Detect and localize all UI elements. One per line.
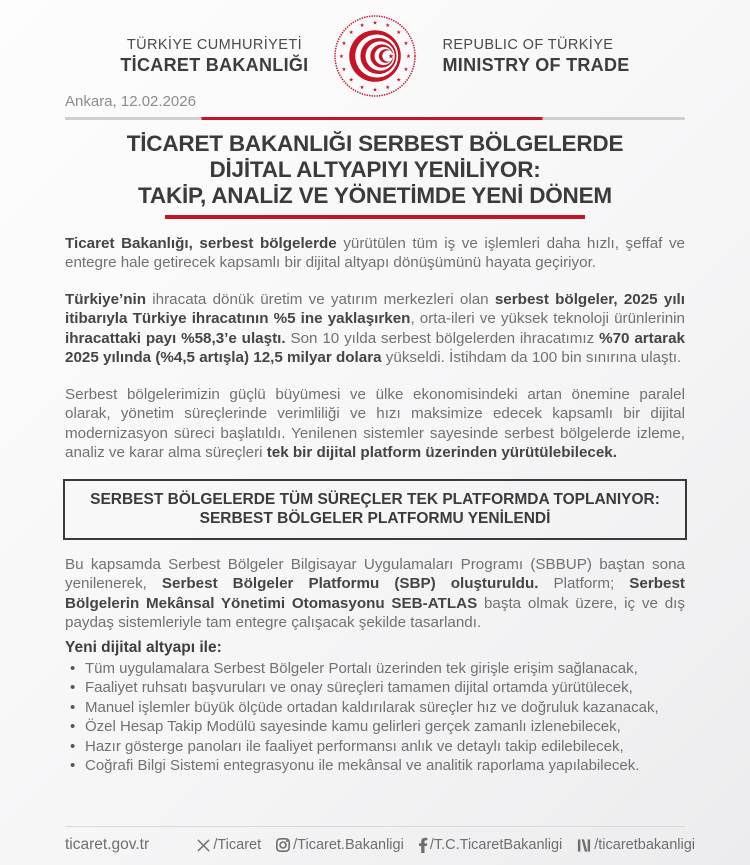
svg-text:★: ★ <box>372 20 378 27</box>
title-line2: DİJİTAL ALTYAPIYI YENİLİYOR: <box>209 157 541 182</box>
title-underline <box>165 215 585 219</box>
list-item: • Manuel işlemler büyük ölçüde ortadan kaldırılarak süreçler hız ve doğruluk kazanacak, <box>68 699 685 718</box>
social-handle: /Ticaret <box>213 837 262 853</box>
instagram-icon <box>275 837 291 853</box>
svg-text:★: ★ <box>388 53 395 61</box>
svg-text:★: ★ <box>342 66 348 73</box>
social-handle: /ticaretbakanligi <box>594 837 695 853</box>
ministry-of-trade-emblem-icon <box>332 13 418 99</box>
boxed-subheading <box>63 479 687 540</box>
boxed-subheading-line2: SERBEST BÖLGELER PLATFORMU YENİLENDİ <box>199 509 551 527</box>
svg-text:★: ★ <box>339 53 345 60</box>
list-item: • Faaliyet ruhsatı başvuruları ve onay süreçleri tamamen dijital ortamda yürütülecek, <box>68 679 685 698</box>
dateline: Ankara, 12.02.2026 <box>65 93 196 110</box>
svg-text:★: ★ <box>396 30 402 37</box>
ministry-name-en-line1: REPUBLIC OF TÜRKİYE <box>442 36 614 53</box>
svg-text:★: ★ <box>403 66 409 73</box>
list-item: • Tüm uygulamalara Serbest Bölgeler Portalı üzerinden tek girişle erişim sağlanacak, <box>68 660 685 679</box>
list-item: • Özel Hesap Takip Modülü sayesinde kamu gelirleri gerçek zamanlı izlenebilecek, <box>68 718 685 737</box>
ministry-name-turkish <box>120 36 308 77</box>
ministry-name-en-line2: MINISTRY OF TRADE <box>442 54 630 75</box>
x-icon <box>196 838 211 853</box>
title-line3: TAKİP, ANALİZ VE YÖNETİMDE YENİ DÖNEM <box>138 183 612 208</box>
svg-text:★: ★ <box>349 77 355 84</box>
paragraph-platform: Bu kapsamda Serbest Bölgeler Bilgisayar Uygulamaları Programı (SBBUP) baştan sona yenilenerek, Serbest Bölgeler Platformu (SBP) oluşturuldu. Platform; Serbest Bölgelerin Mekânsal Yönetimi Otomasyonu SEB-ATLAS başta olmak üzere, iç ve dış paydaş sistemleriyle tam entegre çalışacak şekilde tasarlandı. <box>65 555 685 631</box>
title-line1: TİCARET BAKANLIĞI SERBEST BÖLGELERDE <box>126 131 624 156</box>
ministry-name-english <box>442 36 629 77</box>
social-handle: /T.C.TicaretBakanligi <box>429 837 563 853</box>
list-item: • Coğrafi Bilgi Sistemi entegrasyonu ile mekânsal ve analitik raporlama yapılabilecek. <box>68 757 685 776</box>
list-item: • Hazır gösterge panoları ile faaliyet performansı anlık ve detaylı takip edilebilecek, <box>68 738 685 757</box>
list-heading: Yeni dijital altyapı ile: <box>65 638 222 656</box>
svg-text:★: ★ <box>342 41 348 48</box>
boxed-subheading-line1: SERBEST BÖLGELERDE TÜM SÜREÇLER TEK PLATFORMDA TOPLANIYOR: <box>90 490 660 508</box>
svg-text:★: ★ <box>360 23 366 30</box>
footer <box>65 836 695 854</box>
social-link-instagram[interactable] <box>275 837 404 853</box>
page-title <box>0 131 750 209</box>
paragraph-modernization: Serbest bölgelerimizin güçlü büyümesi ve ülke ekonomisindeki artan önemine paralel olarak, yönetim süreçlerinde verimliliği ve hızı maksimize edecek kapsamlı bir dijital modernizasyon süreci başlatıldı. Yenilenen sistemler sayesinde serbest bölgelerde izleme, analiz ve karar alma süreçleri tek bir dijital platform üzerinden yürütülebilecek. <box>65 385 685 461</box>
svg-text:★: ★ <box>360 84 366 91</box>
svg-text:★: ★ <box>385 84 391 91</box>
header <box>0 0 750 99</box>
svg-text:★: ★ <box>372 87 378 94</box>
website-link[interactable]: ticaret.gov.tr <box>65 836 150 853</box>
benefits-list <box>68 660 685 777</box>
social-links <box>196 837 695 853</box>
ministry-name-tr-line2: TİCARET BAKANLIĞI <box>120 54 309 75</box>
facebook-icon <box>418 837 428 853</box>
svg-text:★: ★ <box>396 77 402 84</box>
svg-text:★: ★ <box>385 23 391 30</box>
paragraph-export-stats: Türkiye’nin ihracata dönük üretim ve yatırım merkezleri olan serbest bölgeler, 2025 yılı itibarıyla Türkiye ihracatının %5 ine yaklaşırken, orta-ileri ve yüksek teknoloji ürünlerinin ihracattaki payı %58,3’e ulaştı. Son 10 yılda serbest bölgelerden ihracatımız %70 artarak 2025 yılında (%4,5 artışla) 12,5 milyar dolara yükseldi. İstihdam da 100 bin sınırına ulaştı. <box>65 290 685 366</box>
svg-text:★: ★ <box>349 30 355 37</box>
nsosyal-icon <box>576 838 592 853</box>
social-link-x[interactable] <box>196 837 261 853</box>
paragraph-intro: Ticaret Bakanlığı, serbest bölgelerde yürütülen tüm iş ve işlemleri daha hızlı, şeffaf ve entegre hale getirecek kapsamlı bir dijital altyapı dönüşümünü hayata geçiriyor. <box>65 234 685 271</box>
social-link-facebook[interactable] <box>418 837 562 853</box>
social-link-nsosyal[interactable] <box>576 837 695 853</box>
social-handle: /Ticaret.Bakanligi <box>293 837 404 853</box>
footer-divider <box>65 826 685 827</box>
svg-text:★: ★ <box>406 53 412 60</box>
svg-text:★: ★ <box>403 41 409 48</box>
header-divider <box>65 117 685 120</box>
ministry-name-tr-line1: TÜRKİYE CUMHURİYETİ <box>126 36 303 53</box>
